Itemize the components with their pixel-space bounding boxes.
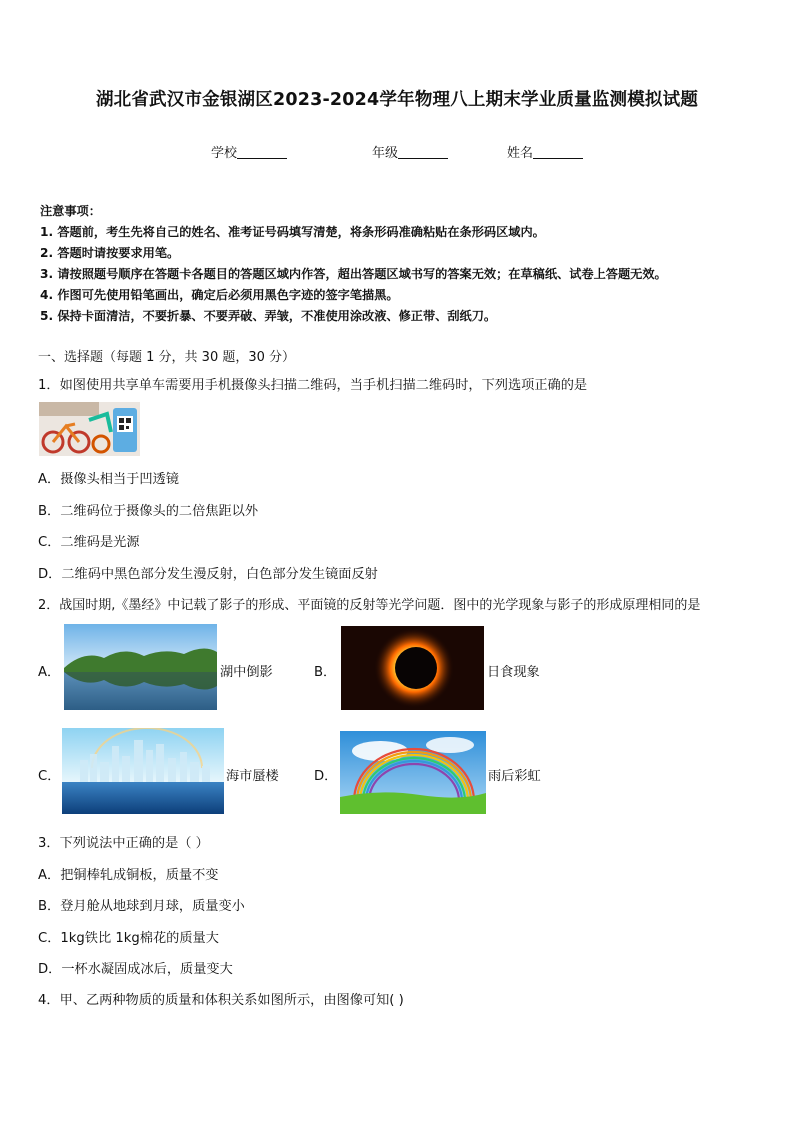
note-item: 3. 请按照题号顺序在答题卡各题目的答题区域内作答，超出答题区域书写的答案无效；在草稿纸、试卷上答题无效。 xyxy=(40,267,667,281)
lake-reflection-image xyxy=(64,624,217,710)
q3-option-c[interactable]: C．1kg铁比 1kg棉花的质量大 xyxy=(38,931,219,946)
q2-option-c-label: 海市蜃楼 xyxy=(226,769,279,784)
section-heading: 一、选择题（每题 1 分，共 30 题，30 分） xyxy=(38,350,296,365)
q1-option-a[interactable]: A．摄像头相当于凹透镜 xyxy=(38,472,179,487)
question-4-stem: 4．甲、乙两种物质的质量和体积关系如图所示，由图像可知( ) xyxy=(38,993,404,1008)
q2-option-c-letter[interactable]: C． xyxy=(38,769,61,784)
question-3-stem: 3．下列说法中正确的是（ ） xyxy=(38,836,209,851)
q2-option-d-letter[interactable]: D． xyxy=(314,769,338,784)
note-item: 2. 答题时请按要求用笔。 xyxy=(40,246,180,260)
page-title: 湖北省武汉市金银湖区2023-2024学年物理八上期末学业质量监测模拟试题 xyxy=(95,90,699,110)
note-item: 4. 作图可先使用铅笔画出，确定后必须用黑色字迹的签字笔描黑。 xyxy=(40,288,399,302)
name-blank[interactable] xyxy=(533,145,583,159)
notes-heading: 注意事项： xyxy=(40,204,101,218)
q2-option-a-letter[interactable]: A． xyxy=(38,665,61,680)
q3-option-d[interactable]: D．一杯水凝固成冰后，质量变大 xyxy=(38,962,233,977)
rainbow-image xyxy=(340,731,486,814)
solar-eclipse-image xyxy=(341,626,484,710)
q3-option-a[interactable]: A．把铜棒轧成铜板，质量不变 xyxy=(38,868,219,883)
mirage-image xyxy=(62,728,224,814)
q1-option-d[interactable]: D．二维码中黑色部分发生漫反射，白色部分发生镜面反射 xyxy=(38,567,378,582)
school-field[interactable] xyxy=(211,142,287,161)
name-field[interactable] xyxy=(507,142,583,161)
shared-bike-image xyxy=(39,402,140,456)
q2-option-b-label: 日食现象 xyxy=(487,665,540,680)
q1-option-c[interactable]: C．二维码是光源 xyxy=(38,535,140,550)
q2-option-b-letter[interactable]: B． xyxy=(314,665,337,680)
q1-option-b[interactable]: B．二维码位于摄像头的二倍焦距以外 xyxy=(38,504,259,519)
question-1-stem: 1．如图使用共享单车需要用手机摄像头扫描二维码，当手机扫描二维码时，下列选项正确的是 xyxy=(38,378,588,393)
grade-blank[interactable] xyxy=(398,145,448,159)
grade-label: 年级 xyxy=(372,146,399,161)
note-item: 5. 保持卡面清洁，不要折暴、不要弄破、弄皱，不准使用涂改液、修正带、刮纸刀。 xyxy=(40,309,497,323)
note-item: 1. 答题前，考生先将自己的姓名、准考证号码填写清楚，将条形码准确粘贴在条形码区域内。 xyxy=(40,225,545,239)
q2-option-a-label: 湖中倒影 xyxy=(220,665,273,680)
school-label: 学校 xyxy=(211,146,238,161)
question-2-stem: 2．战国时期,《墨经》中记载了影子的形成、平面镜的反射等光学问题．图中的光学现象与影子的形成原理相同的是 xyxy=(38,598,701,613)
name-label: 姓名 xyxy=(507,146,534,161)
q3-option-b[interactable]: B．登月舱从地球到月球，质量变小 xyxy=(38,899,245,914)
q2-option-d-label: 雨后彩虹 xyxy=(488,769,541,784)
grade-field[interactable] xyxy=(372,142,448,161)
school-blank[interactable] xyxy=(237,145,287,159)
